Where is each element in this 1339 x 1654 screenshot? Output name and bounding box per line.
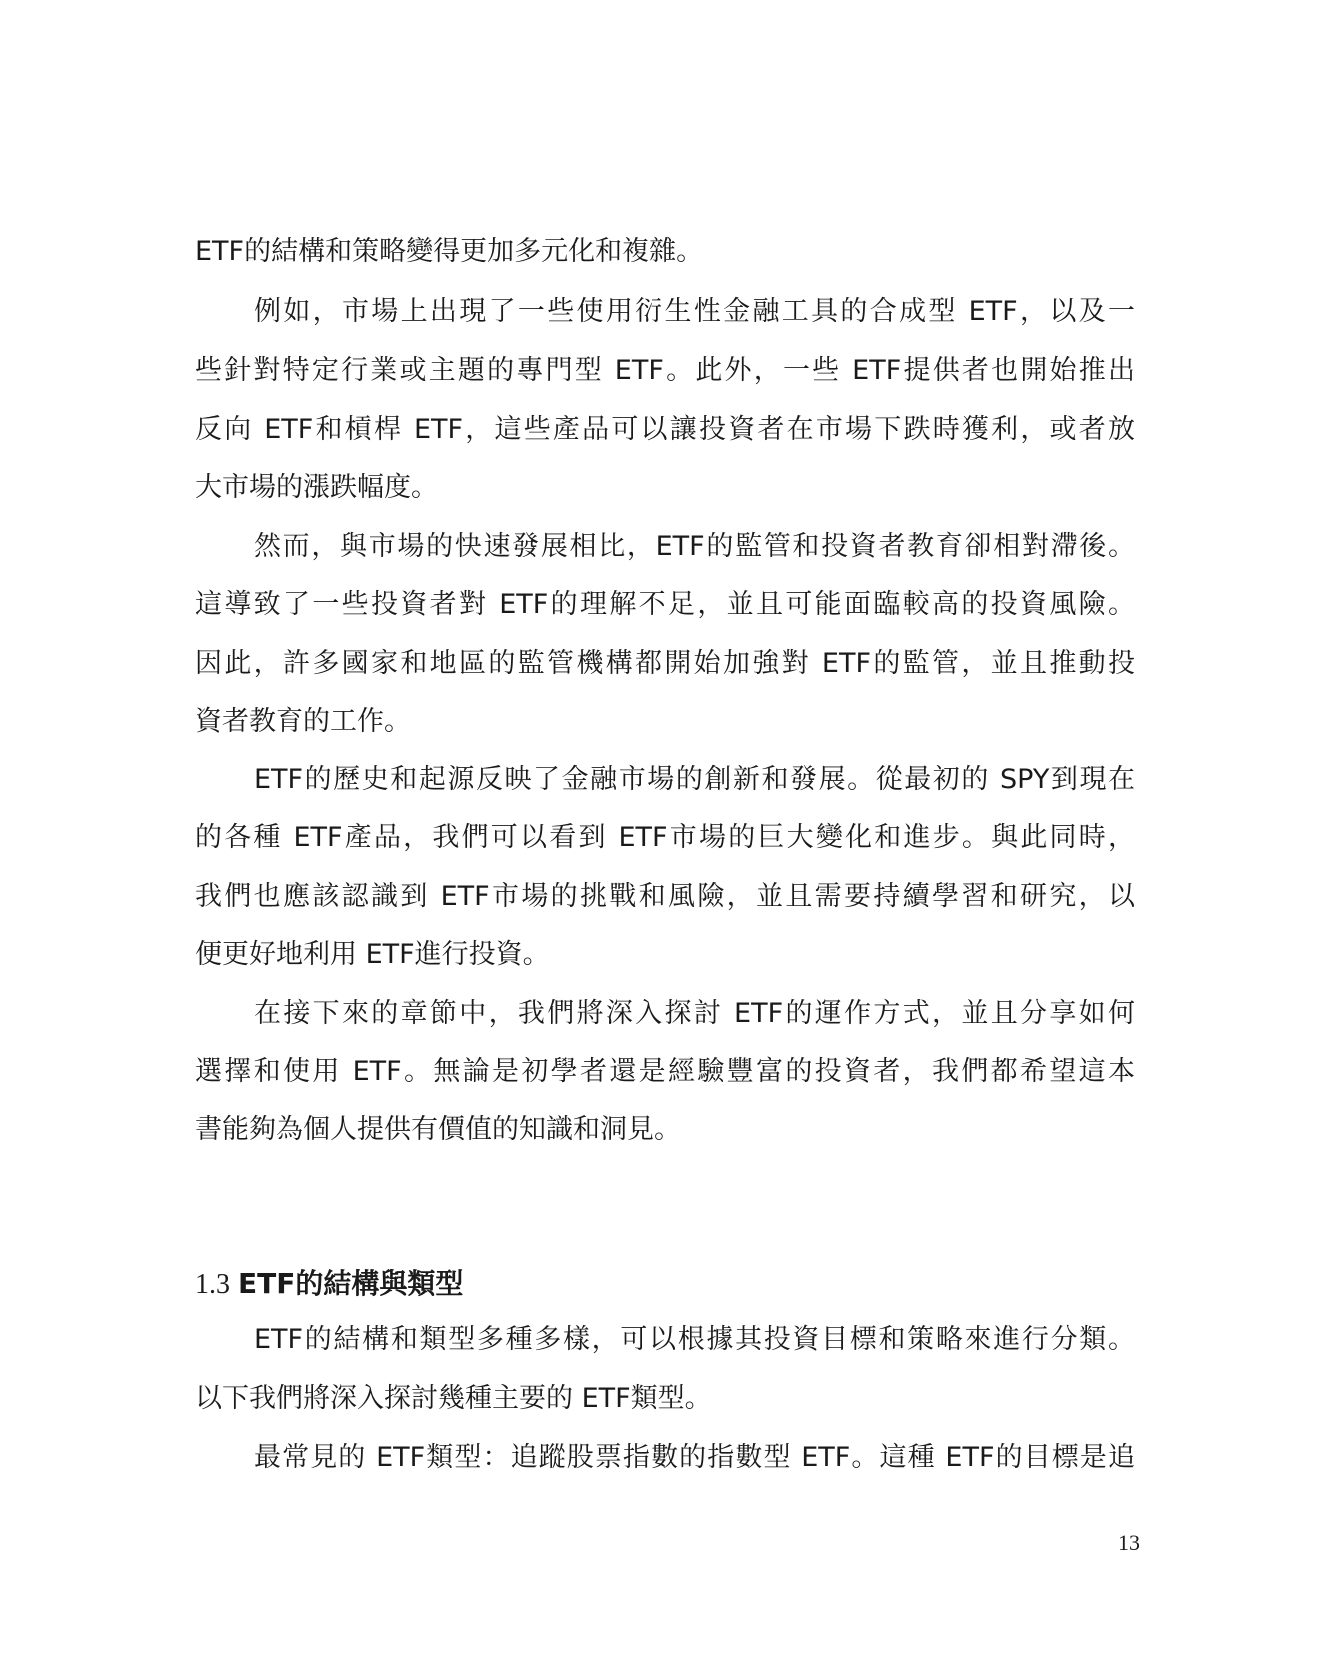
- section-heading: [195, 1262, 463, 1306]
- section-title: ETF的結構與類型: [238, 1267, 464, 1300]
- paragraph-line: 大市場的漲跌幅度。: [195, 472, 438, 503]
- paragraph-line: 最常見的 ETF類型：追蹤股票指數的指數型 ETF。這種 ETF的目標是追: [254, 1442, 1135, 1473]
- paragraph-line: 例如，市場上出現了一些使用衍生性金融工具的合成型 ETF，以及一: [254, 296, 1135, 327]
- paragraph-line: 因此，許多國家和地區的監管機構都開始加強對 ETF的監管，並且推動投: [195, 648, 1135, 679]
- paragraph-line: 便更好地利用 ETF進行投資。: [195, 939, 550, 970]
- paragraph-line: 在接下來的章節中，我們將深入探討 ETF的運作方式，並且分享如何: [254, 998, 1135, 1029]
- paragraph-line: ETF的結構和策略變得更加多元化和複雜。: [195, 236, 704, 267]
- paragraph-line: 些針對特定行業或主題的專門型 ETF。此外，一些 ETF提供者也開始推出: [195, 355, 1135, 386]
- paragraph-line: 我們也應該認識到 ETF市場的挑戰和風險，並且需要持續學習和研究，以: [195, 881, 1135, 912]
- section-number: 1.3: [195, 1269, 230, 1300]
- paragraph-line: 反向 ETF和槓桿 ETF，這些產品可以讓投資者在市場下跌時獲利，或者放: [195, 414, 1135, 445]
- paragraph-line: 以下我們將深入探討幾種主要的 ETF類型。: [195, 1383, 712, 1414]
- paragraph-line: 選擇和使用 ETF。無論是初學者還是經驗豐富的投資者，我們都希望這本: [195, 1056, 1135, 1087]
- paragraph-line: ETF的歷史和起源反映了金融市場的創新和發展。從最初的 SPY到現在: [254, 764, 1135, 795]
- paragraph-line: 這導致了一些投資者對 ETF的理解不足，並且可能面臨較高的投資風險。: [195, 589, 1135, 620]
- paragraph-line: ETF的結構和類型多種多樣，可以根據其投資目標和策略來進行分類。: [254, 1324, 1135, 1355]
- paragraph-line: 然而，與市場的快速發展相比，ETF的監管和投資者教育卻相對滯後。: [254, 531, 1135, 562]
- paragraph-line: 的各種 ETF產品，我們可以看到 ETF市場的巨大變化和進步。與此同時，: [195, 822, 1135, 853]
- paragraph-line: 書能夠為個人提供有價值的知識和洞見。: [195, 1114, 681, 1145]
- paragraph-line: 資者教育的工作。: [195, 706, 411, 737]
- page-number: 13: [1118, 1530, 1140, 1555]
